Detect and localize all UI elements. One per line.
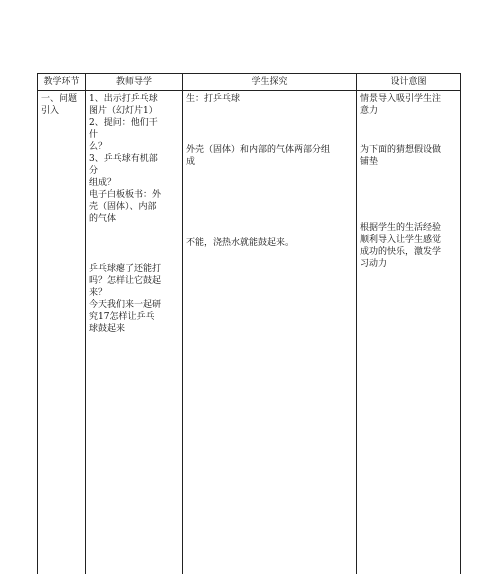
header-student: 学生探究: [251, 77, 288, 87]
student-text-1: 生：打乒乓球: [186, 94, 241, 104]
lesson-table: [37, 73, 461, 574]
column-stage: [38, 74, 86, 574]
student-text-3: 不能，浇热水就能鼓起来。: [186, 238, 295, 248]
student-text-2: 外壳（固体）和内部的气体两部分组 成: [186, 145, 331, 167]
stage-cell: 一、问题 引入: [41, 94, 78, 116]
intent-text-3: 根据学生的生活经验 顺利导入让学生感觉 成功的快乐，激发学 习动力: [360, 223, 442, 269]
intent-text-2: 为下面的猜想假设做 铺垫: [360, 145, 442, 167]
header-stage: 教学环节: [43, 77, 80, 87]
teacher-text-1: 1、出示打乒乓球 图片（幻灯片1） 2、提问：他们干 什 么？ 3、乒乓球有机部 分 组成？ 电子白板板书：外 壳（固体）、内部 的气体: [89, 94, 162, 224]
intent-text-1: 情景导入吸引学生注 意力: [360, 94, 442, 116]
header-divider: [38, 90, 461, 91]
header-intent: 设计意图: [390, 77, 427, 87]
teacher-text-2: 乒乓球瘪了还能打 吗？怎样让它鼓起 来？ 今天我们来一起研 究17怎样让乒乓 球鼓起来: [89, 264, 162, 334]
header-teacher: 教师导学: [115, 77, 152, 87]
